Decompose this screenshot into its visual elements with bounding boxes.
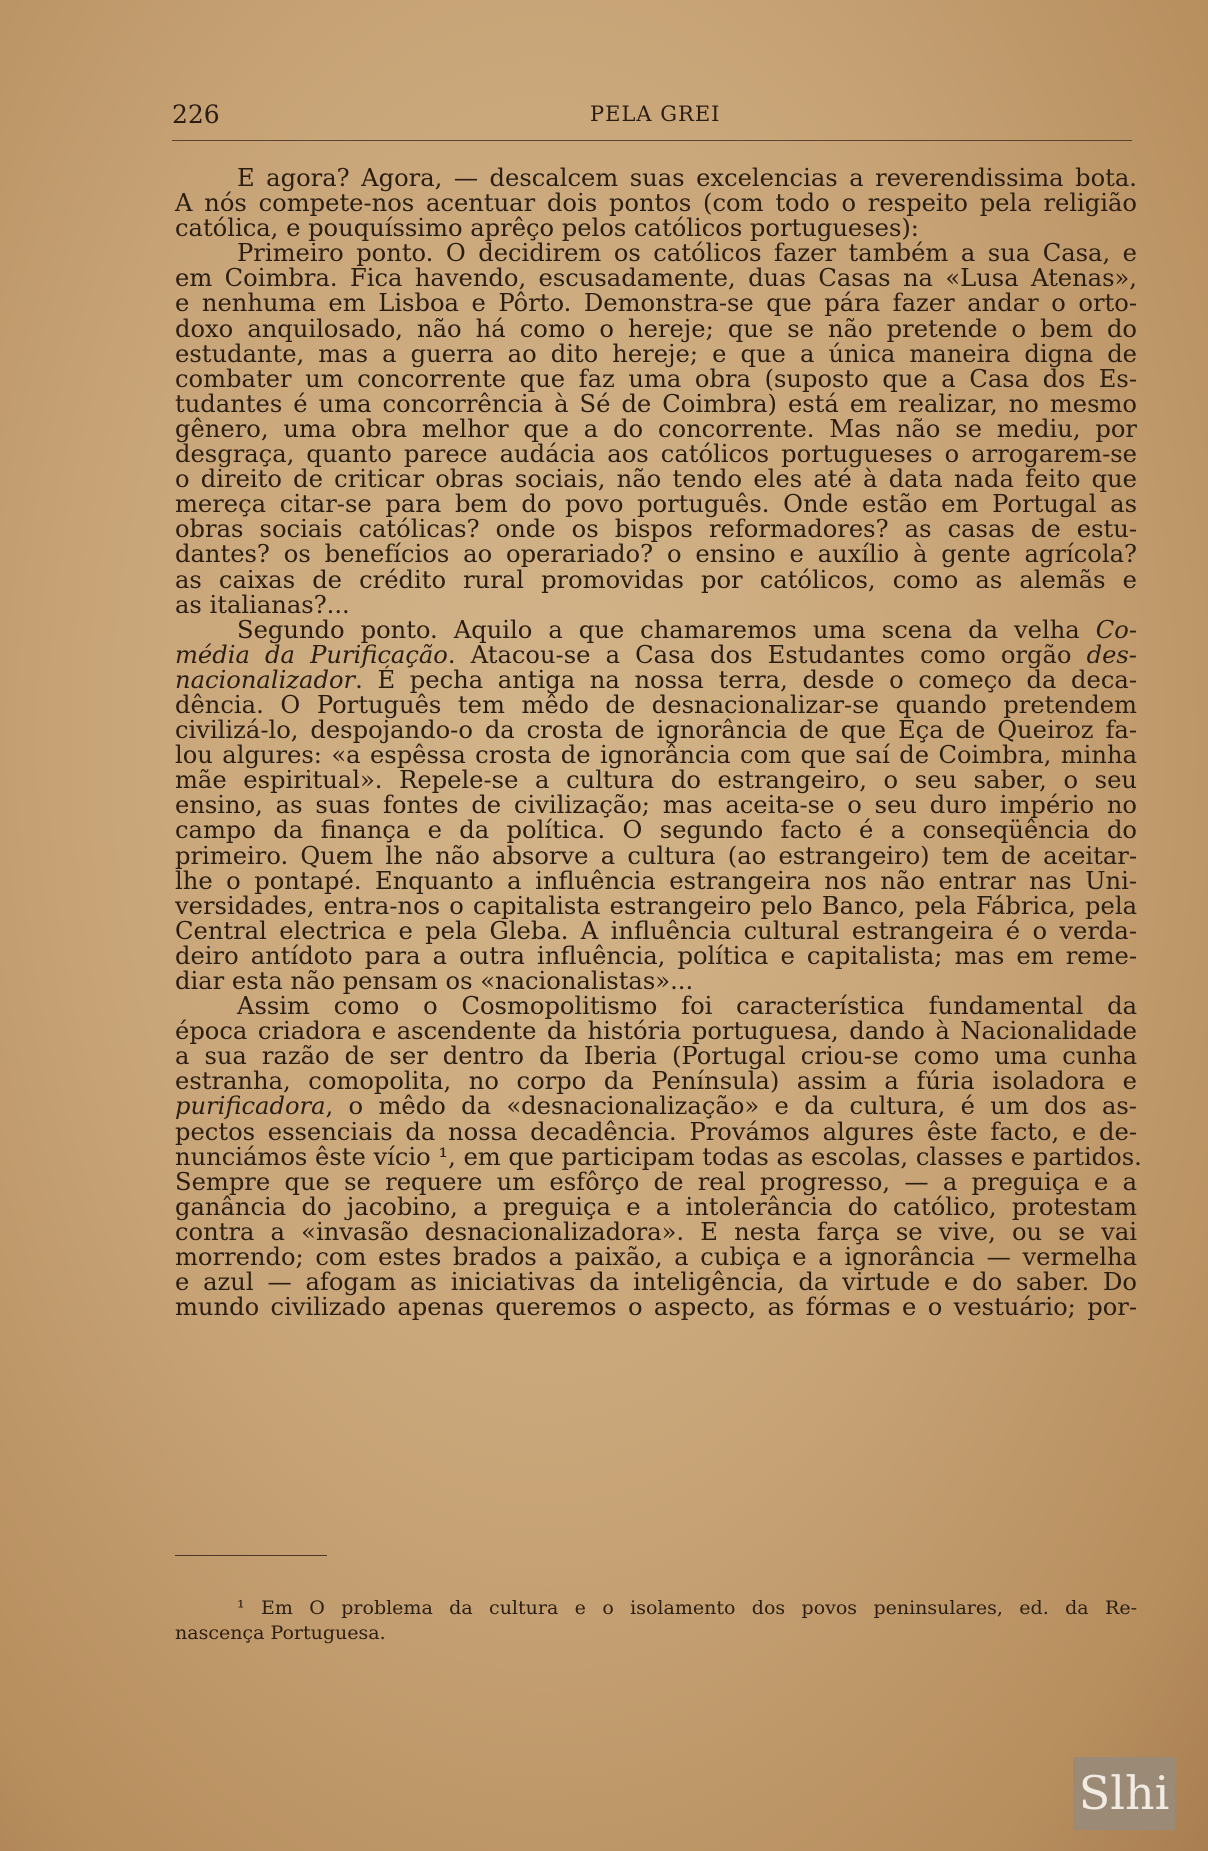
text-line: média da Purificação. Atacou-se a Casa dos Estudantes como orgão des- [175,640,1137,669]
text-line: nacionalizador. É pecha antiga na nossa terra, desde o começo da deca- [175,665,1137,694]
page-number: 226 [172,100,220,129]
body-text [175,164,1142,1322]
text-line: lou algures: «a espêssa crosta de ignorância com que saí de Coimbra, minha [175,741,1137,770]
text-line: Sempre que se requere um esfôrço de real progresso, — a preguiça e a [175,1167,1137,1196]
text-line: purificadora, o mêdo da «desnacionalização» e da cultura, é um dos as- [175,1092,1137,1121]
footnote-rule [175,1555,327,1556]
text-line: mundo civilizado apenas queremos o aspecto, as fórmas e o vestuário; por- [175,1293,1137,1322]
text-line: tudantes é uma concorrência à Sé de Coimbra) está em realizar, no mesmo [175,389,1137,418]
running-head: PELA GREI [590,102,721,126]
text-line: campo da finança e da política. O segundo facto é a conseqüência do [175,816,1137,845]
text-line: doxo anquilosado, não há como o hereje; que se não pretende o bem do [175,314,1137,343]
text-line: as italianas?... [175,590,350,619]
text-line: ensino, as suas fontes de civilização; mas aceita-se o seu duro império no [175,791,1137,820]
text-line: obras sociais católicas? onde os bispos reformadores? as casas de estu- [175,515,1137,544]
footnote-line: ¹ Em O problema da cultura e o isolamento dos povos peninsulares, ed. da Re- [237,1597,1137,1619]
text-line: a sua razão de ser dentro da Iberia (Portugal criou-se como uma cunha [175,1042,1137,1071]
text-line: Primeiro ponto. O decidirem os católicos fazer também a sua Casa, e [237,239,1137,268]
text-line: A nós compete-nos acentuar dois pontos (com todo o respeito pela religião [175,189,1137,218]
text-line: estranha, comopolita, no corpo da Península) assim a fúria isoladora e [175,1067,1137,1096]
text-line: civilizá-lo, despojando-o da crosta de ignorância de que Eça de Queiroz fa- [175,716,1137,745]
text-line: versidades, entra-nos o capitalista estrangeiro pelo Banco, pela Fábrica, pela [175,891,1137,920]
text-line: gênero, uma obra melhor que a do concorrente. Mas não se mediu, por [175,414,1137,443]
text-line: desgraça, quanto parece audácia aos católicos portugueses o arrogarem-se [175,440,1137,469]
text-line: e nenhuma em Lisboa e Pôrto. Demonstra-se que pára fazer andar o orto- [175,289,1137,318]
text-line: católica, e pouquíssimo aprêço pelos católicos portugueses): [175,214,919,243]
text-line: Central electrica e pela Gleba. A influência cultural estrangeira é o verda- [175,916,1137,945]
text-line: Assim como o Cosmopolitismo foi característica fundamental da [237,992,1137,1021]
text-line: nunciámos êste vício ¹, em que participam todas as escolas, classes e partidos. [175,1142,1142,1171]
page-header [172,100,1132,141]
text-line: primeiro. Quem lhe não absorve a cultura (ao estrangeiro) tem de aceitar- [175,841,1137,870]
text-line: época criadora e ascendente da história portuguesa, dando à Nacionalidade [175,1017,1137,1046]
text-line: Segundo ponto. Aquilo a que chamaremos uma scena da velha Co- [237,615,1137,644]
text-line: as caixas de crédito rural promovidas por católicos, como as alemãs e [175,565,1137,594]
text-line: em Coimbra. Fica havendo, escusadamente, duas Casas na «Lusa Atenas», [175,264,1137,293]
text-line: pectos essenciais da nossa decadência. Provámos algures êste facto, e de- [175,1117,1137,1146]
text-line: lhe o pontapé. Enquanto a influência estrangeira nos não entrar nas Uni- [175,866,1137,895]
text-line: diar esta não pensam os «nacionalistas»... [175,967,694,995]
text-line: morrendo; com estes brados a paixão, a cubiça e a ignorância — vermelha [175,1243,1137,1272]
text-line: mãe espiritual». Repele-se a cultura do estrangeiro, o seu saber, o seu [175,766,1137,795]
text-line: estudante, mas a guerra ao dito hereje; e que a única maneira digna de [175,339,1137,368]
text-line: dência. O Português tem mêdo de desnacionalizar-se quando pretendem [175,690,1137,719]
text-line: E agora? Agora, — descalcem suas excelencias a reverendissima bota. [237,164,1137,192]
footnote [175,1596,1137,1646]
text-line: contra a «invasão desnacionalizadora». E nesta farça se vive, ou se vai [175,1217,1137,1246]
text-line: combater um concorrente que faz uma obra (suposto que a Casa dos Es- [175,364,1137,393]
text-line: o direito de criticar obras sociais, não tendo eles até à data nada feito que [175,465,1137,494]
text-line: e azul — afogam as iniciativas da inteligência, da virtude e do saber. Do [175,1268,1137,1297]
text-line: deiro antídoto para a outra influência, política e capitalista; mas em reme- [175,941,1137,970]
text-line: ganância do jacobino, a preguiça e a intolerância do católico, protestam [175,1192,1137,1221]
text-line: dantes? os benefícios ao operariado? o ensino e auxílio à gente agrícola? [175,540,1137,569]
footnote-line: nascença Portuguesa. [175,1622,386,1644]
text-line: mereça citar-se para bem do povo português. Onde estão em Portugal as [175,490,1137,519]
library-logo: Slhi [1073,1757,1175,1830]
